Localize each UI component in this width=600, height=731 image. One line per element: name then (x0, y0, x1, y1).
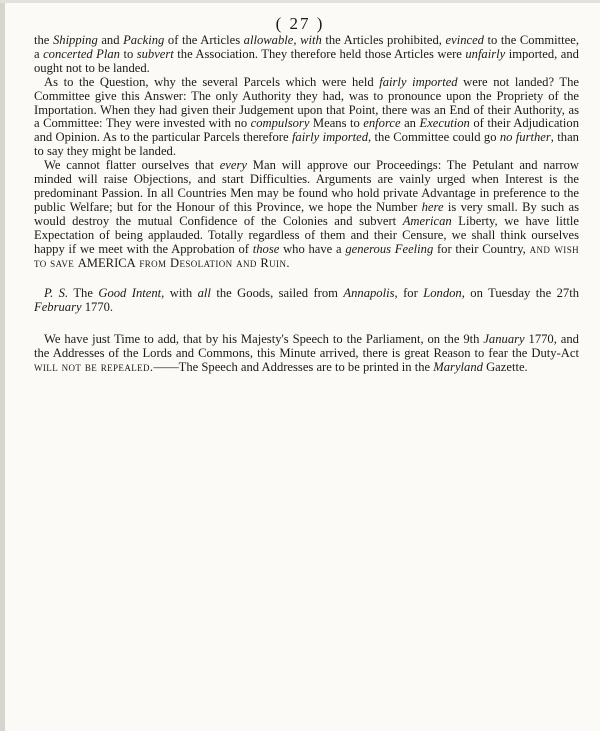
text-run: to (119, 46, 137, 61)
text-run: generous Feeling (345, 241, 434, 256)
text-run: London (423, 286, 462, 301)
text-run: As to the Question, why the several Parcels which were held (44, 74, 380, 89)
text-run: Annapolis (343, 286, 395, 301)
text-run: P. S. (44, 286, 69, 301)
text-run: Means to (309, 116, 364, 131)
text-run: , than to say they might be landed. (34, 130, 579, 159)
paragraph-majesty-speech (34, 333, 579, 375)
text-run: American (402, 213, 452, 228)
text-run: February (34, 300, 82, 315)
text-run: Shipping (52, 33, 98, 47)
text-run: concerted Plan (43, 46, 120, 61)
text-run: January (483, 332, 525, 347)
page-top-edge (0, 0, 600, 3)
text-run: imported, and ought not to be landed. (34, 46, 579, 75)
text-run: We cannot flatter ourselves that (44, 158, 220, 173)
text-run: here (421, 199, 444, 214)
text-run: to the Committee, a (34, 33, 579, 61)
text-run: AMERICA (77, 255, 136, 270)
text-run: the Association. They therefore held those Articles were (173, 46, 466, 61)
text-run: Maryland (433, 360, 483, 375)
text-run: 1770. (81, 300, 114, 315)
text-run: ——The Speech and Addresses are to be printed in the (153, 360, 434, 375)
text-run: of their Adjudication and Opinion. As to the particular Parcels therefore (34, 116, 579, 145)
text-run: will not be repealed. (34, 360, 154, 375)
text-run: subvert (136, 46, 174, 61)
text-run: enforce (363, 116, 401, 131)
text-run: for their Country, (433, 241, 530, 256)
text-run: fairly imported (291, 130, 369, 145)
text-run: Liberty, we have little Expectation of being applauded. Totally regardless of them and their Censure, we shall think ourselves happy if we meet with the Approbation of (34, 213, 579, 256)
text-run: unfairly (465, 46, 506, 61)
text-run: is very small. By such as would destroy the mutual Confidence of the Colonies and subvert (34, 199, 580, 228)
paragraph-postscript (34, 287, 579, 315)
text-run: evinced (445, 33, 484, 47)
text-run: , for (394, 286, 424, 301)
text-run: an (400, 116, 420, 131)
page-left-edge (0, 0, 5, 731)
text-run: who have a (279, 241, 346, 256)
text-run: every (219, 158, 247, 173)
text-run: of the Articles (164, 33, 244, 47)
text-run: , on Tuesday the 27th (461, 286, 580, 301)
paragraph-question-parcels (34, 76, 579, 159)
text-run: all (197, 286, 211, 301)
text-run: We have just Time to add, that by his Majesty's Speech to the Parliament, on the 9th (44, 332, 484, 347)
text-run: from Desolation and Ruin. (135, 255, 290, 270)
text-run: were not landed? The Committee give this Answer: The only Authority they had, was to pronounce upon the Propriety of the Importation. When they had given their Judgement upon that Point, there was an End of their Authority, as a Committee: They were invested with no (34, 74, 579, 131)
text-run: allowable, with (243, 33, 322, 47)
text-run: fairly imported (379, 74, 458, 89)
text-run: the Goods, sailed from (210, 286, 344, 301)
page-number: ( 27 ) (275, 14, 325, 33)
text-run: Execution (419, 116, 470, 131)
paragraph-proceedings (34, 159, 579, 270)
text-run: 1770, and the Addresses of the Lords and Commons, this Minute arrived, there is great Reason to fear the Duty-Act (34, 332, 579, 361)
text-run: The (68, 286, 99, 301)
text-run: Good Intent (98, 286, 162, 301)
text-run: Man will approve our Proceedings: The Petulant and narrow minded will raise Objections, and start Difficulties. Arguments are vainly urged when Interest is the predominant Passion. In all Countries Men may be found who hold private Advantage in preference to the public Welfare; but for the Honour of this Province, we hope the Number (34, 158, 579, 214)
document-body (34, 34, 579, 375)
text-run: Gazette. (482, 360, 528, 375)
text-run: Packing (123, 33, 165, 47)
text-run: no further (499, 130, 551, 145)
text-run: and (97, 33, 124, 47)
text-run: those (252, 241, 280, 256)
text-run: , with (161, 286, 198, 301)
text-run: the Articles prohibited, (321, 33, 446, 47)
text-run: , the Committee could go (368, 130, 500, 145)
text-run: and wish to save (34, 241, 580, 270)
paragraph-shipping-packing (34, 34, 579, 76)
text-run: the (34, 33, 53, 47)
text-run: compulsory (250, 116, 310, 131)
